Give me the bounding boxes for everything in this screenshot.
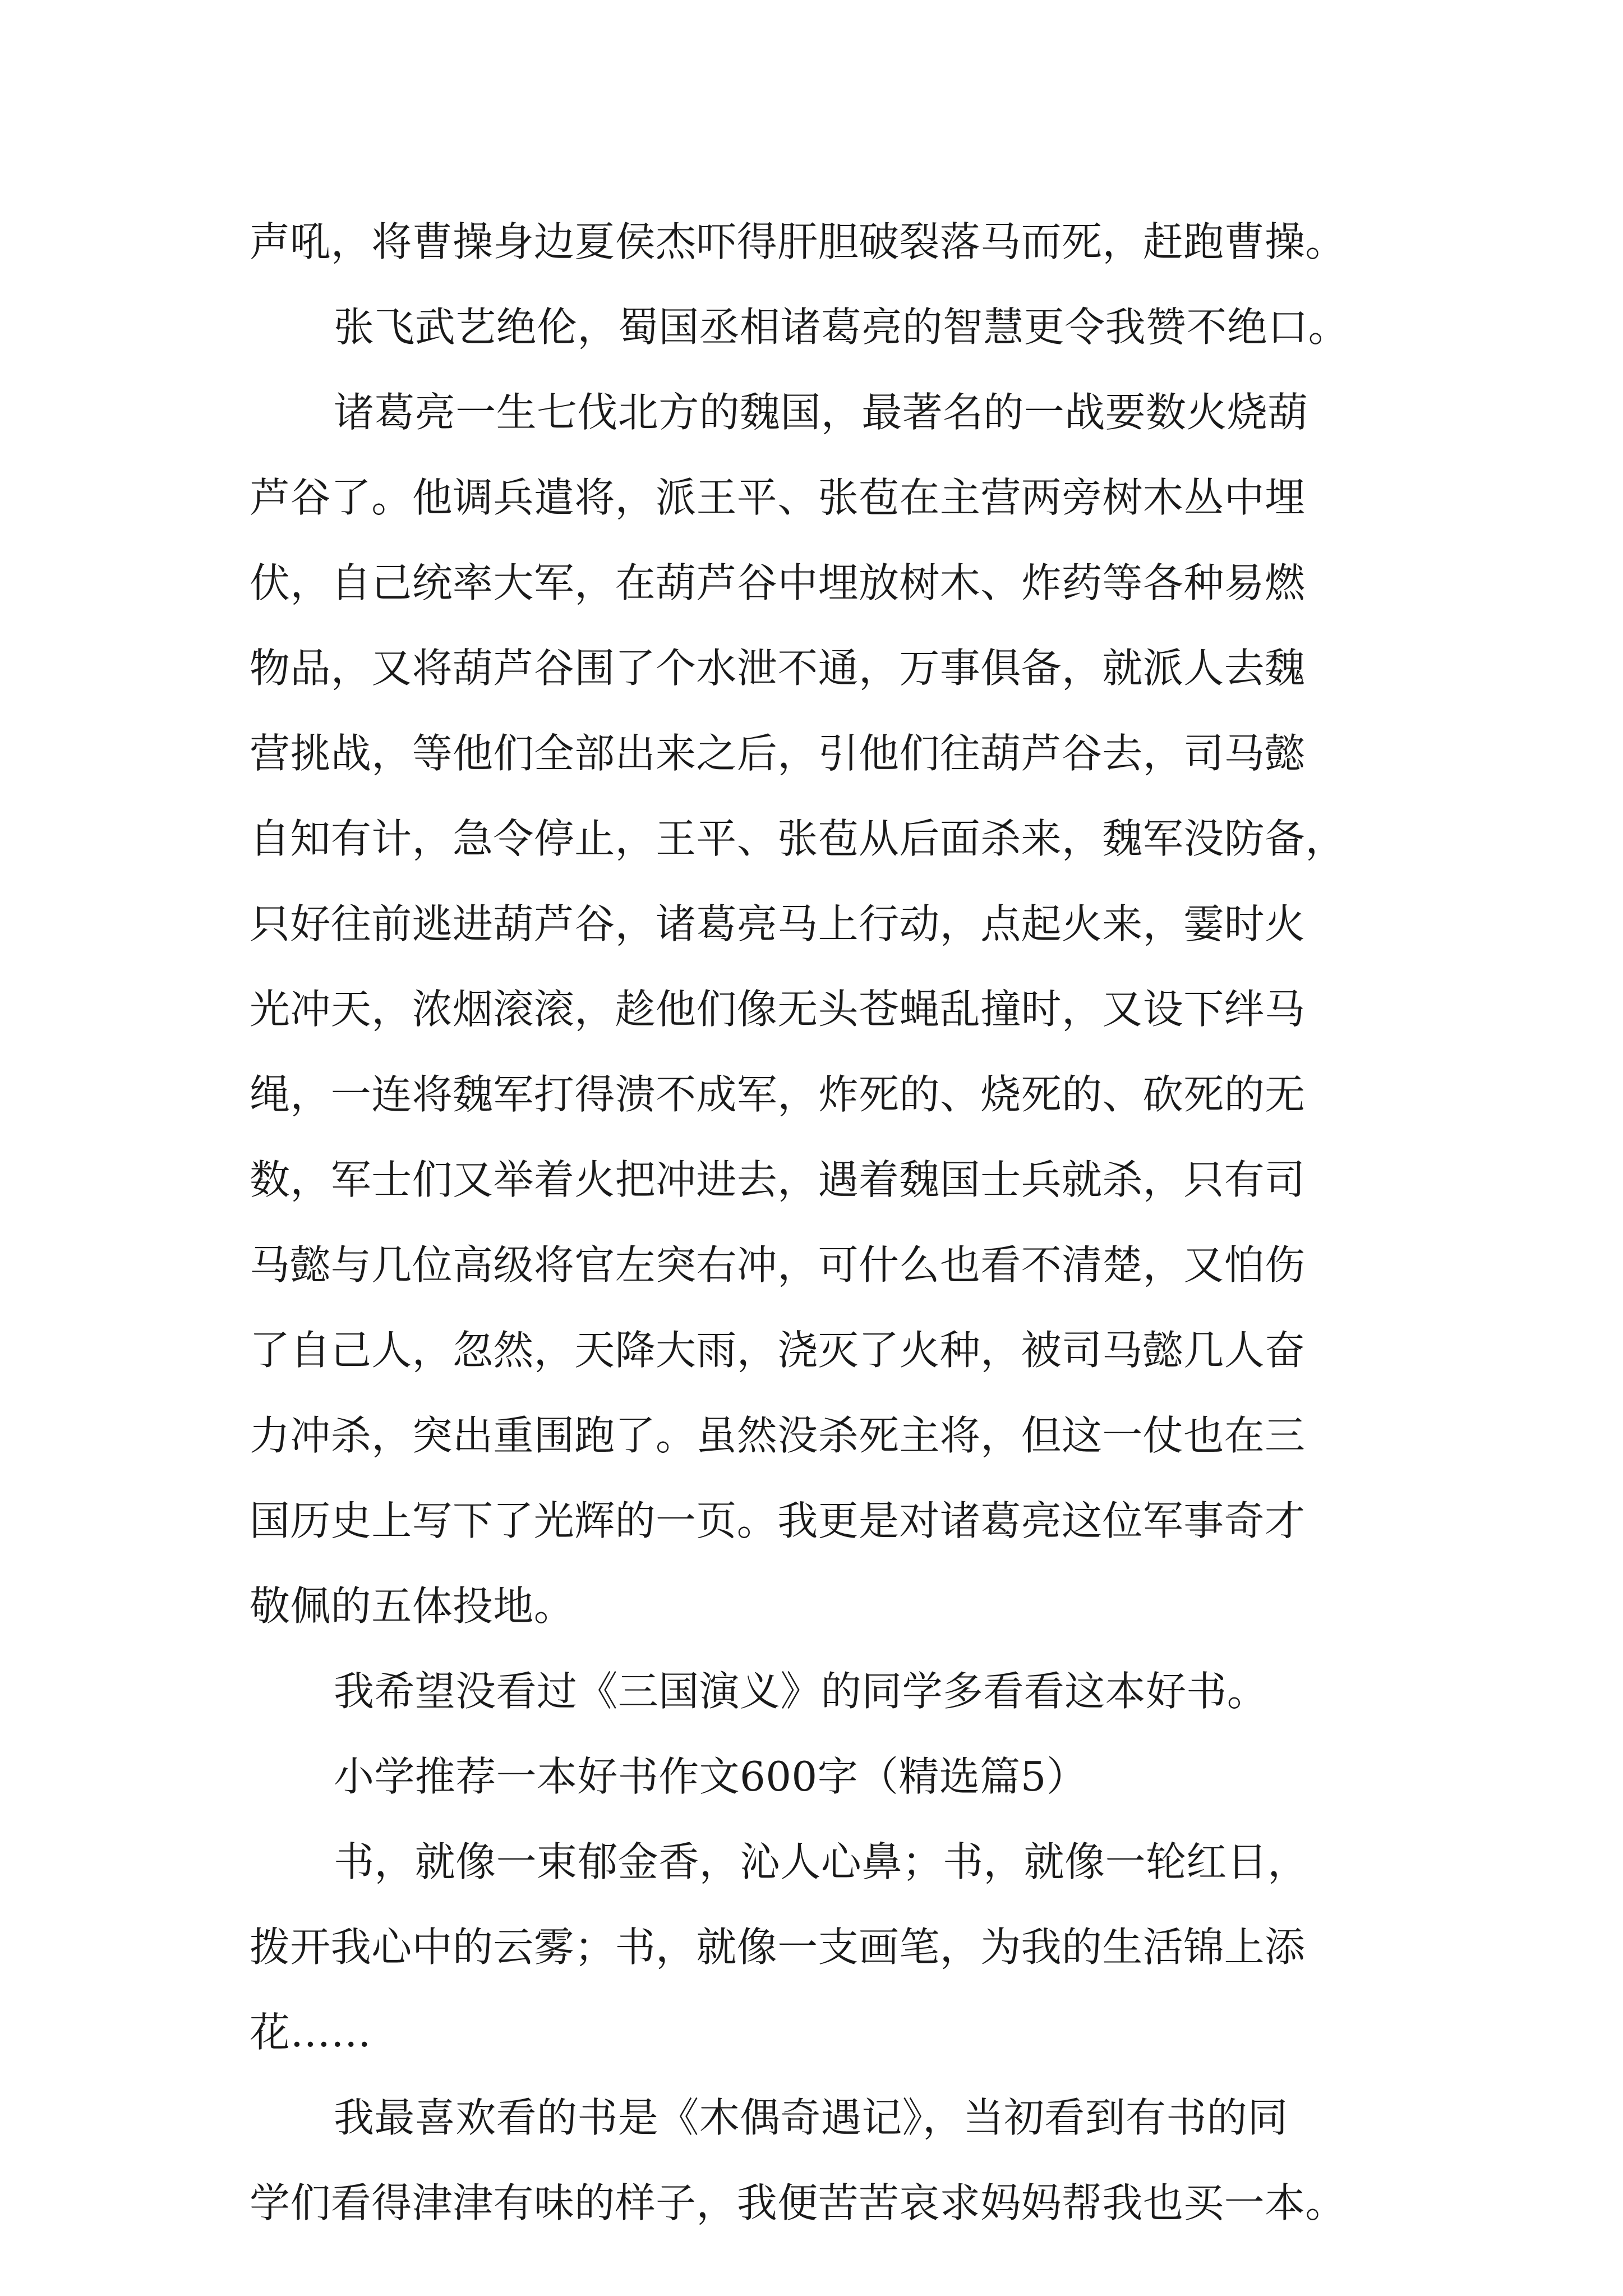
text-line: 伏，自己统率大军，在葫芦谷中埋放树木、炸药等各种易燃 bbox=[250, 559, 1306, 606]
text-line: 学们看得津津有味的样子，我便苦苦哀求妈妈帮我也买一本。 bbox=[250, 2179, 1346, 2226]
text-line: 拨开我心中的云雾；书，就像一支画笔，为我的生活锦上添 bbox=[250, 1924, 1306, 1971]
text-line: 马懿与几位高级将官左突右冲，可什么也看不清楚，又怕伤 bbox=[250, 1241, 1306, 1289]
text-line: 光冲天，浓烟滚滚，趁他们像无头苍蝇乱撞时，又设下绊马 bbox=[250, 986, 1306, 1033]
text-line: 芦谷了。他调兵遣将，派王平、张苞在主营两旁树木丛中埋 bbox=[250, 474, 1306, 521]
text-line: 只好往前逃进葫芦谷，诸葛亮马上行动，点起火来，霎时火 bbox=[250, 900, 1306, 947]
text-line: 我最喜欢看的书是《木偶奇遇记》，当初看到有书的同 bbox=[334, 2094, 1288, 2141]
text-line: 敬佩的五体投地。 bbox=[250, 1582, 575, 1630]
text-line: 了自己人，忽然，天降大雨，浇灭了火种，被司马懿几人奋 bbox=[250, 1327, 1306, 1374]
text-line: 力冲杀，突出重围跑了。虽然没杀死主将，但这一仗也在三 bbox=[250, 1412, 1306, 1459]
text-line: 张飞武艺绝伦，蜀国丞相诸葛亮的智慧更令我赞不绝口。 bbox=[334, 303, 1349, 351]
text-line: 花…… bbox=[250, 2009, 372, 2056]
text-line: 数，军士们又举着火把冲进去，遇着魏国士兵就杀，只有司 bbox=[250, 1156, 1306, 1203]
body-text bbox=[250, 199, 1399, 2246]
text-line: 物品，又将葫芦谷围了个水泄不通，万事俱备，就派人去魏 bbox=[250, 645, 1306, 692]
text-line: 营挑战，等他们全部出来之后，引他们往葫芦谷去，司马懿 bbox=[250, 730, 1306, 777]
text-line: 我希望没看过《三国演义》的同学多看看这本好书。 bbox=[334, 1668, 1268, 1715]
text-line: 诸葛亮一生七伐北方的魏国，最著名的一战要数火烧葫 bbox=[334, 389, 1308, 436]
text-line: 自知有计，急令停止，王平、张苞从后面杀来，魏军没防备， bbox=[250, 815, 1346, 862]
section-heading: 小学推荐一本好书作文600字（精选篇5） bbox=[334, 1753, 1087, 1800]
text-line: 声吼，将曹操身边夏侯杰吓得肝胆破裂落马而死，赶跑曹操。 bbox=[250, 218, 1346, 265]
text-line: 绳，一连将魏军打得溃不成军，炸死的、烧死的、砍死的无 bbox=[250, 1071, 1306, 1118]
text-line: 国历史上写下了光辉的一页。我更是对诸葛亮这位军事奇才 bbox=[250, 1497, 1306, 1544]
text-line: 书，就像一束郁金香，沁人心鼻；书，就像一轮红日， bbox=[334, 1838, 1308, 1885]
